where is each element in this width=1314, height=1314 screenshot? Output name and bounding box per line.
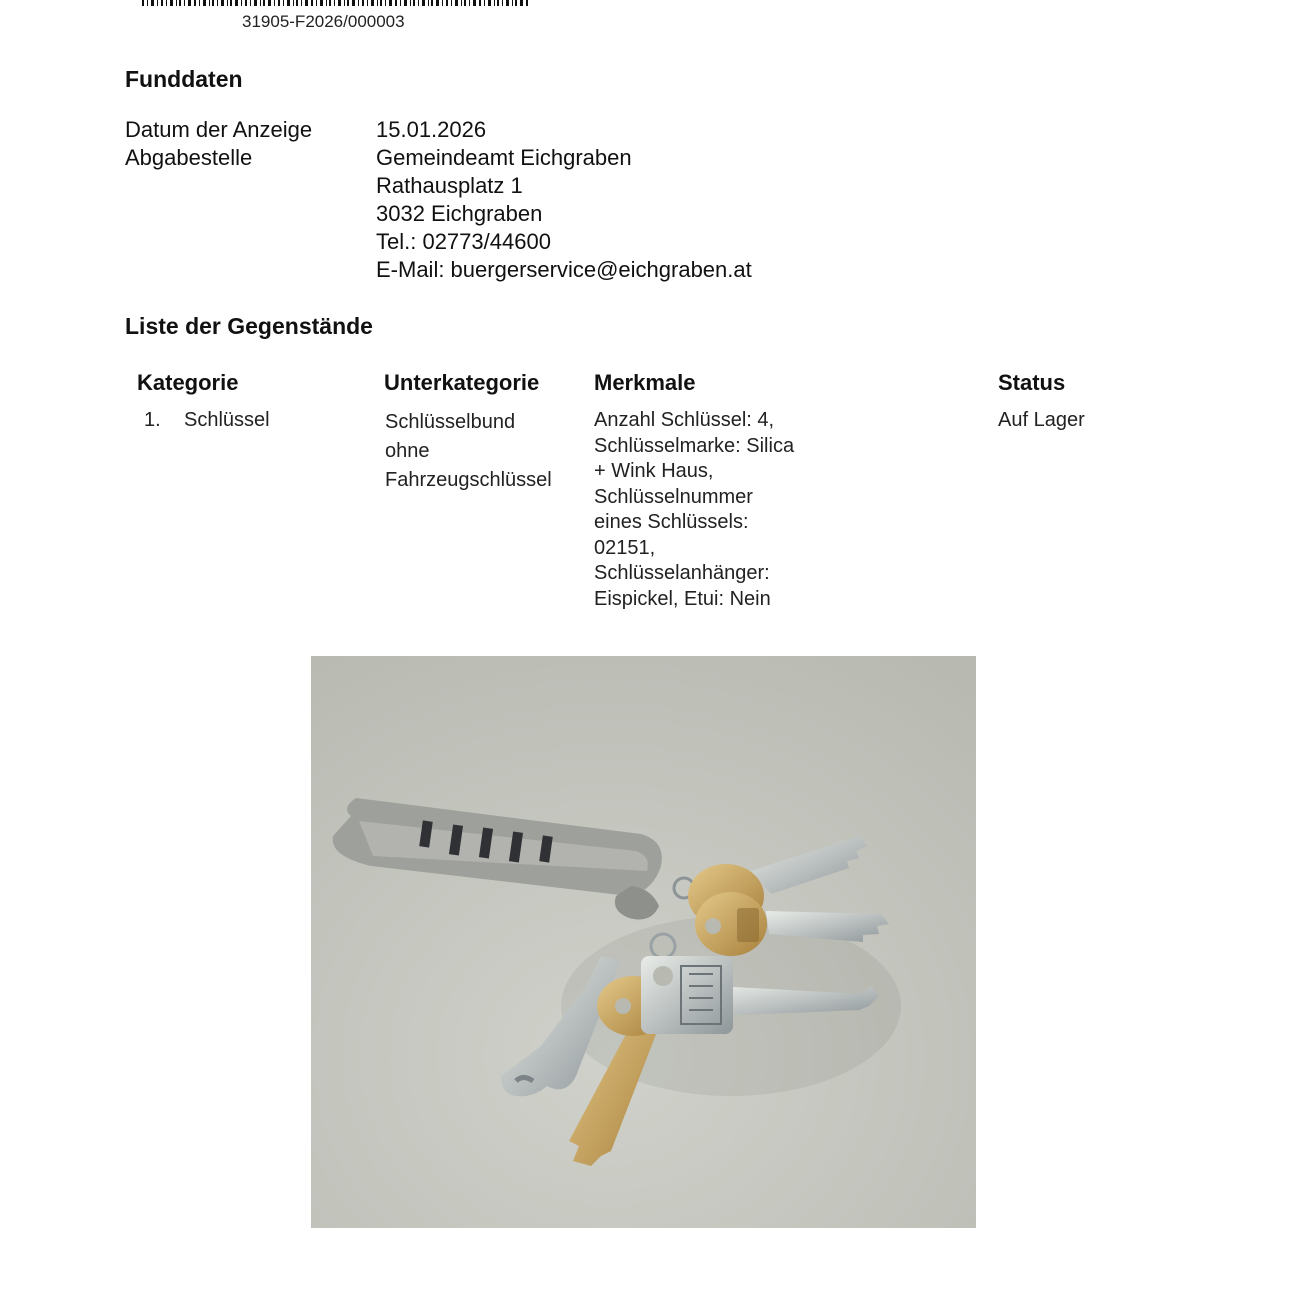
row-status: Auf Lager xyxy=(998,409,1085,431)
row-subcategory-line: Fahrzeugschlüssel xyxy=(385,469,552,491)
barcode xyxy=(142,0,528,6)
date-value: 15.01.2026 xyxy=(376,117,487,142)
row-feature-line: Anzahl Schlüssel: 4, xyxy=(594,409,775,431)
office-name: Gemeindeamt Eichgraben xyxy=(376,145,632,170)
row-feature-line: Schlüsselanhänger: xyxy=(594,562,770,584)
column-header-status: Status xyxy=(998,370,1066,395)
reference-number: 31905-F2026/000003 xyxy=(242,12,405,31)
row-feature-line: Eispickel, Etui: Nein xyxy=(594,587,771,610)
date-label: Datum der Anzeige xyxy=(125,117,313,142)
keychain-photo xyxy=(311,656,976,1228)
office-city: 3032 Eichgraben xyxy=(376,201,543,226)
office-label: Abgabestelle xyxy=(125,145,253,170)
funddaten-heading: Funddaten xyxy=(125,66,243,92)
row-feature-line: + Wink Haus, xyxy=(594,460,714,482)
office-phone: Tel.: 02773/44600 xyxy=(376,229,551,254)
row-feature-line: Schlüsselnummer xyxy=(594,485,753,508)
items-heading: Liste der Gegenstände xyxy=(125,313,373,339)
row-subcategory-line: Schlüsselbund xyxy=(385,411,516,433)
row-category: Schlüssel xyxy=(184,409,270,431)
row-feature-line: 02151, xyxy=(594,536,656,559)
row-feature-line: Schlüsselmarke: Silica xyxy=(594,434,795,457)
row-index: 1. xyxy=(144,409,161,431)
office-street: Rathausplatz 1 xyxy=(376,173,523,198)
column-header-kategorie: Kategorie xyxy=(137,370,239,395)
office-email: E-Mail: buergerservice@eichgraben.at xyxy=(376,257,752,282)
row-feature-line: eines Schlüssels: xyxy=(594,511,749,533)
column-header-unterkategorie: Unterkategorie xyxy=(384,370,540,395)
row-subcategory-line: ohne xyxy=(385,440,430,462)
column-header-merkmale: Merkmale xyxy=(594,370,696,395)
